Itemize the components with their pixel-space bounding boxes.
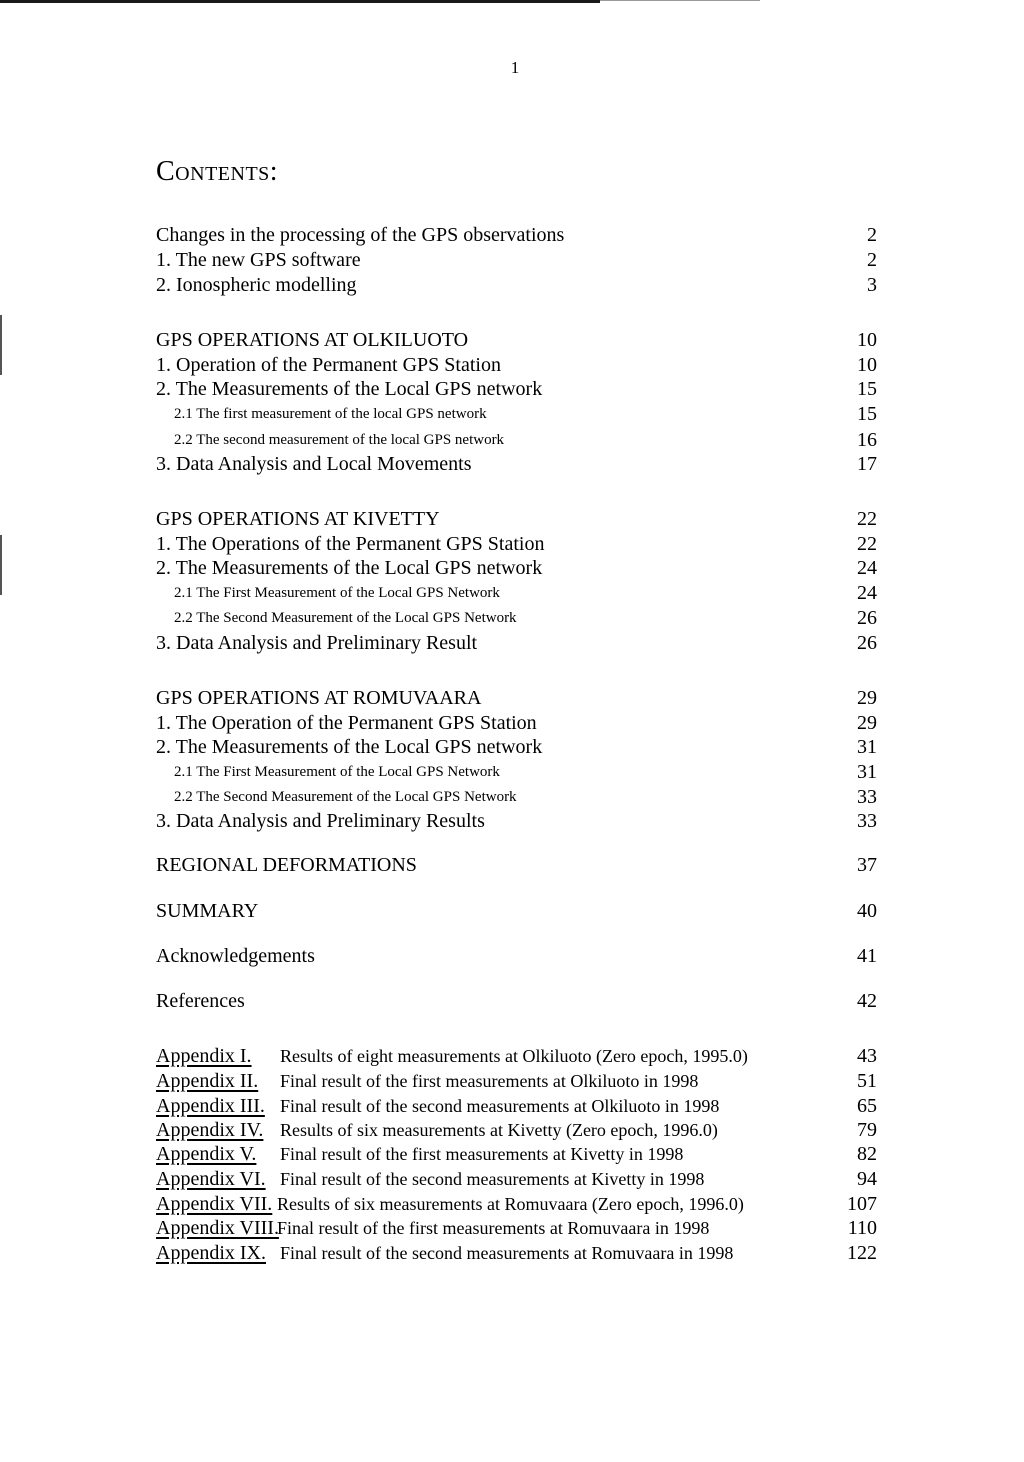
toc-page: 31 — [857, 761, 877, 783]
toc-section-title[interactable] — [156, 507, 877, 531]
toc-entry[interactable] — [156, 631, 877, 655]
toc-label: REGIONAL DEFORMATIONS — [156, 854, 417, 876]
toc-section-title[interactable] — [156, 686, 877, 710]
toc-page: 51 — [857, 1070, 877, 1092]
toc-entry[interactable] — [156, 735, 877, 759]
toc-page: 26 — [857, 632, 877, 654]
appendix-description: Final result of the first measurements at Kivetty in 1998 — [280, 1144, 684, 1164]
appendix-link[interactable]: Appendix V. — [156, 1143, 257, 1165]
toc-entry[interactable] — [156, 556, 877, 580]
toc-entry[interactable] — [156, 711, 877, 735]
toc-label: 2. The Measurements of the Local GPS network — [156, 378, 543, 400]
toc-label: Changes in the processing of the GPS observations — [156, 224, 565, 246]
toc-appendix-entry[interactable] — [156, 1094, 877, 1118]
toc-page: 40 — [857, 900, 877, 922]
appendix-description: Final result of the second measurements at Olkiluoto in 1998 — [280, 1096, 720, 1116]
toc-label: 1. The Operations of the Permanent GPS Station — [156, 533, 545, 555]
toc-page: 24 — [857, 582, 877, 604]
toc-label: 1. Operation of the Permanent GPS Station — [156, 354, 501, 376]
toc-entry[interactable] — [156, 353, 877, 377]
appendix-link[interactable]: Appendix VIII. — [156, 1217, 279, 1239]
toc-page: 41 — [857, 945, 877, 967]
toc-entry[interactable] — [156, 532, 877, 556]
toc-label: 2. The Measurements of the Local GPS network — [156, 736, 543, 758]
toc-appendix-entry[interactable] — [156, 1167, 877, 1191]
toc-label: GPS OPERATIONS AT OLKILUOTO — [156, 329, 469, 351]
toc-subentry[interactable] — [156, 785, 877, 809]
toc-appendix-entry[interactable] — [156, 1069, 877, 1093]
toc-label: 1. The Operation of the Permanent GPS Station — [156, 712, 537, 734]
toc-page: 33 — [857, 810, 877, 832]
toc-page: 31 — [857, 736, 877, 758]
toc-label: 2. Ionospheric modelling — [156, 274, 357, 296]
appendix-link[interactable]: Appendix I. — [156, 1045, 252, 1067]
toc-subentry[interactable] — [156, 606, 877, 630]
toc-page: 22 — [857, 508, 877, 530]
toc-section-title[interactable] — [156, 899, 877, 923]
toc-section-title[interactable] — [156, 944, 877, 968]
toc-label: 2.2 The second measurement of the local GPS network — [174, 432, 505, 448]
toc-page: 94 — [857, 1168, 877, 1190]
appendix-link[interactable]: Appendix III. — [156, 1095, 265, 1117]
appendix-link[interactable]: Appendix IX. — [156, 1242, 266, 1264]
toc-page: 33 — [857, 786, 877, 808]
appendix-link[interactable]: Appendix VII. — [156, 1193, 273, 1215]
appendix-link[interactable]: Appendix VI. — [156, 1168, 266, 1190]
contents-heading: Contents: — [156, 156, 279, 187]
toc-appendix-entry[interactable] — [156, 1044, 877, 1068]
toc-page: 82 — [857, 1143, 877, 1165]
toc-page: 43 — [857, 1045, 877, 1067]
toc-label: SUMMARY — [156, 900, 259, 922]
toc-appendix-entry[interactable] — [156, 1142, 877, 1166]
appendix-description: Results of eight measurements at Olkiluoto (Zero epoch, 1995.0) — [280, 1046, 748, 1066]
toc-label: 1. The new GPS software — [156, 249, 361, 271]
toc-label: 2.2 The Second Measurement of the Local GPS Network — [174, 789, 517, 805]
toc-page: 37 — [857, 854, 877, 876]
toc-label: 2.1 The First Measurement of the Local GPS Network — [174, 585, 500, 601]
toc-entry[interactable] — [156, 377, 877, 401]
appendix-description: Results of six measurements at Kivetty (Zero epoch, 1996.0) — [280, 1120, 718, 1140]
toc-entry[interactable] — [156, 452, 877, 476]
toc-label: 3. Data Analysis and Preliminary Result — [156, 632, 478, 654]
toc-label: 2. The Measurements of the Local GPS network — [156, 557, 543, 579]
toc-page: 10 — [857, 354, 877, 376]
toc-entry[interactable] — [156, 809, 877, 833]
appendix-description: Final result of the first measurements at Olkiluoto in 1998 — [280, 1071, 699, 1091]
toc-page: 65 — [857, 1095, 877, 1117]
toc-appendix-entry[interactable] — [156, 1118, 877, 1142]
top-scan-rule — [0, 0, 600, 3]
toc-page: 42 — [857, 990, 877, 1012]
top-scan-rule-fade — [600, 0, 760, 1]
toc-section-title[interactable] — [156, 328, 877, 352]
toc-section-title[interactable] — [156, 853, 877, 877]
toc-page: 24 — [857, 557, 877, 579]
toc-label: 3. Data Analysis and Preliminary Results — [156, 810, 485, 832]
toc-subentry[interactable] — [156, 428, 877, 452]
toc-label: Acknowledgements — [156, 945, 315, 967]
appendix-description: Final result of the second measurements at Kivetty in 1998 — [280, 1169, 705, 1189]
appendix-description: Final result of the first measurements at Romuvaara in 1998 — [277, 1218, 710, 1238]
toc-subentry[interactable] — [156, 581, 877, 605]
toc-label: References — [156, 990, 245, 1012]
toc-page: 10 — [857, 329, 877, 351]
toc-page: 15 — [857, 403, 877, 425]
toc-entry[interactable] — [156, 248, 877, 272]
toc-page: 15 — [857, 378, 877, 400]
toc-appendix-entry[interactable] — [156, 1241, 877, 1265]
toc-page: 29 — [857, 687, 877, 709]
toc-label: GPS OPERATIONS AT KIVETTY — [156, 508, 440, 530]
toc-appendix-entry[interactable] — [156, 1216, 877, 1240]
toc-page: 122 — [847, 1242, 877, 1264]
toc-page: 3 — [867, 274, 877, 296]
toc-page: 79 — [857, 1119, 877, 1141]
toc-subentry[interactable] — [156, 760, 877, 784]
page-number: 1 — [510, 58, 520, 77]
toc-subentry[interactable] — [156, 402, 877, 426]
toc-page: 110 — [847, 1217, 877, 1239]
appendix-link[interactable]: Appendix IV. — [156, 1119, 264, 1141]
toc-page: 2 — [867, 249, 877, 271]
appendix-description: Final result of the second measurements at Romuvaara in 1998 — [280, 1243, 734, 1263]
toc-label: 2.2 The Second Measurement of the Local GPS Network — [174, 610, 517, 626]
appendix-description: Results of six measurements at Romuvaara (Zero epoch, 1996.0) — [277, 1194, 744, 1214]
left-edge-mark — [0, 535, 2, 595]
toc-page: 17 — [857, 453, 877, 475]
toc-appendix-entry[interactable] — [156, 1192, 877, 1216]
toc-entry[interactable] — [156, 273, 877, 297]
left-edge-mark — [0, 315, 2, 375]
toc-label: GPS OPERATIONS AT ROMUVAARA — [156, 687, 482, 709]
toc-label: 3. Data Analysis and Local Movements — [156, 453, 472, 475]
toc-page: 22 — [857, 533, 877, 555]
toc-label: 2.1 The first measurement of the local GPS network — [174, 406, 487, 422]
toc-page: 2 — [867, 224, 877, 246]
toc-page: 107 — [847, 1193, 877, 1215]
toc-page: 29 — [857, 712, 877, 734]
toc-section-title[interactable] — [156, 223, 877, 247]
appendix-link[interactable]: Appendix II. — [156, 1070, 259, 1092]
toc-page: 26 — [857, 607, 877, 629]
toc-label: 2.1 The First Measurement of the Local GPS Network — [174, 764, 500, 780]
toc-page: 16 — [857, 429, 877, 451]
toc-section-title[interactable] — [156, 989, 877, 1013]
